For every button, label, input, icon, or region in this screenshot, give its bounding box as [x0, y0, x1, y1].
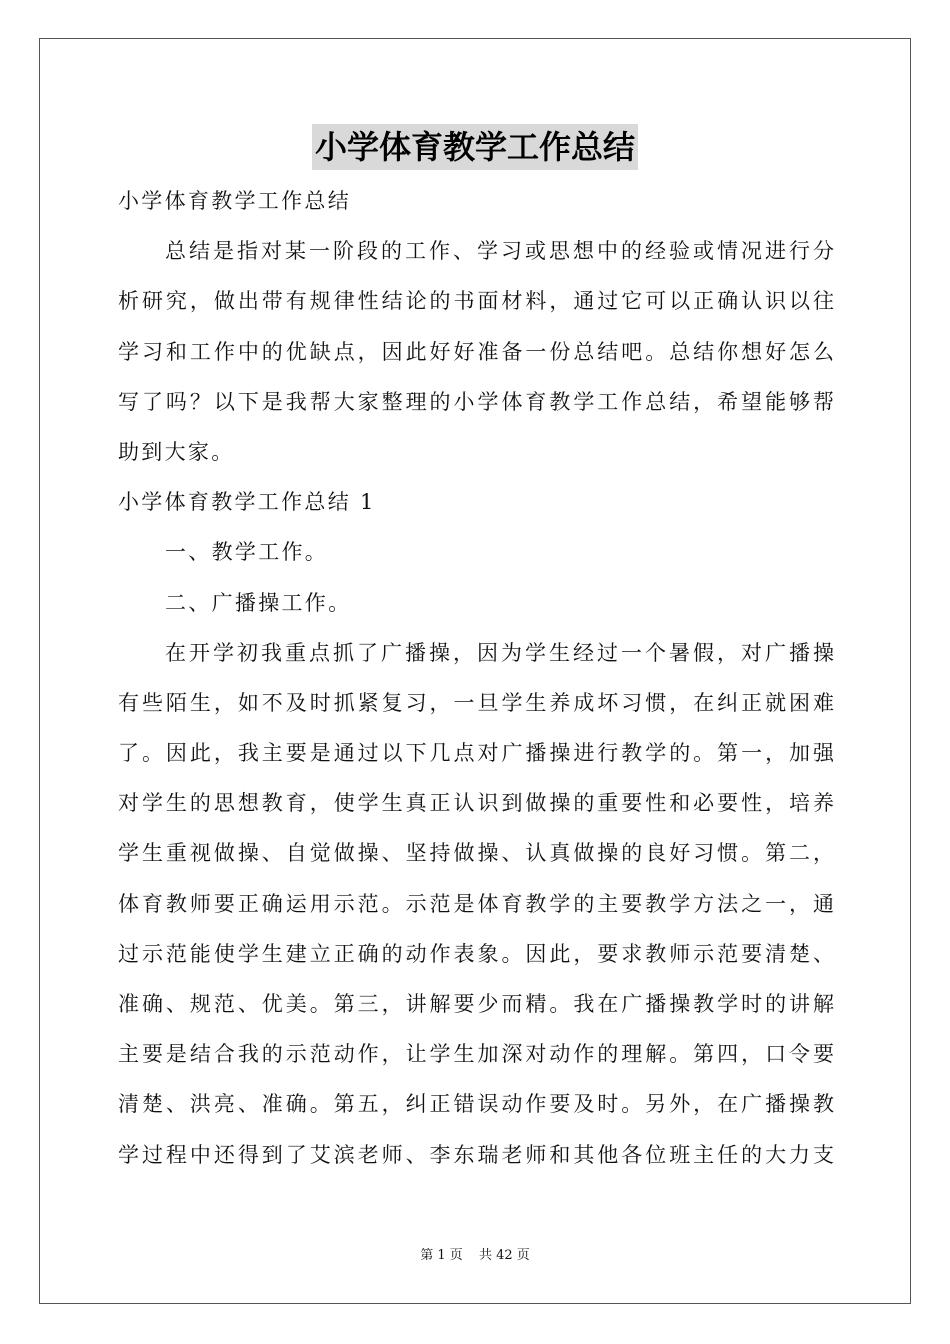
text-line: 助到大家。: [118, 439, 235, 464]
title-container: [0, 124, 950, 170]
text-line: 小学体育教学工作总结 1: [118, 490, 376, 515]
text-line: 准确、规范、优美。第三，讲解要少而精。我在广播操教学时的讲解: [118, 992, 834, 1016]
text-line: 一、教学工作。: [165, 540, 329, 565]
text-line: 体育教师要正确运用示范。示范是体育教学的主要教学方法之一，通: [118, 891, 834, 916]
text-line: 学习和工作中的优缺点，因此好好准备一份总结吧。总结你想好怎么: [118, 339, 834, 364]
document-body: [118, 176, 834, 1180]
text-line: 析研究，做出带有规律性结论的书面材料，通过它可以正确认识以往: [118, 289, 834, 314]
text-line: 写了吗？以下是我帮大家整理的小学体育教学工作总结，希望能够帮: [118, 389, 834, 414]
text-line: 主要是结合我的示范动作，让学生加深对动作的理解。第四，口令要: [118, 1042, 834, 1067]
text-line: 小学体育教学工作总结: [118, 189, 351, 213]
text-line: 学过程中还得到了艾滨老师、李东瑞老师和其他各位班主任的大力支: [118, 1142, 834, 1167]
text-line: 过示范能使学生建立正确的动作表象。因此，要求教师示范要清楚、: [118, 941, 834, 966]
text-line: 了。因此，我主要是通过以下几点对广播操进行教学的。第一，加强: [118, 741, 834, 766]
text-line: 总结是指对某一阶段的工作、学习或思想中的经验或情况进行分: [165, 239, 834, 264]
text-line: 有些陌生，如不及时抓紧复习，一旦学生养成坏习惯，在纠正就困难: [118, 690, 834, 715]
document-title: 小学体育教学工作总结: [312, 124, 638, 170]
text-line: 二、广播操工作。: [165, 590, 352, 615]
text-line: 在开学初我重点抓了广播操，因为学生经过一个暑假，对广播操: [165, 640, 834, 665]
page-footer: [0, 1244, 950, 1263]
text-line: 学生重视做操、自觉做操、坚持做操、认真做操的良好习惯。第二，: [118, 841, 834, 866]
page-number: 第 1 页: [420, 1248, 463, 1263]
page-total: 共 42 页: [478, 1248, 530, 1263]
text-line: 清楚、洪亮、准确。第五，纠正错误动作要及时。另外，在广播操教: [118, 1092, 834, 1117]
text-line: 对学生的思想教育，使学生真正认识到做操的重要性和必要性，培养: [118, 791, 834, 816]
